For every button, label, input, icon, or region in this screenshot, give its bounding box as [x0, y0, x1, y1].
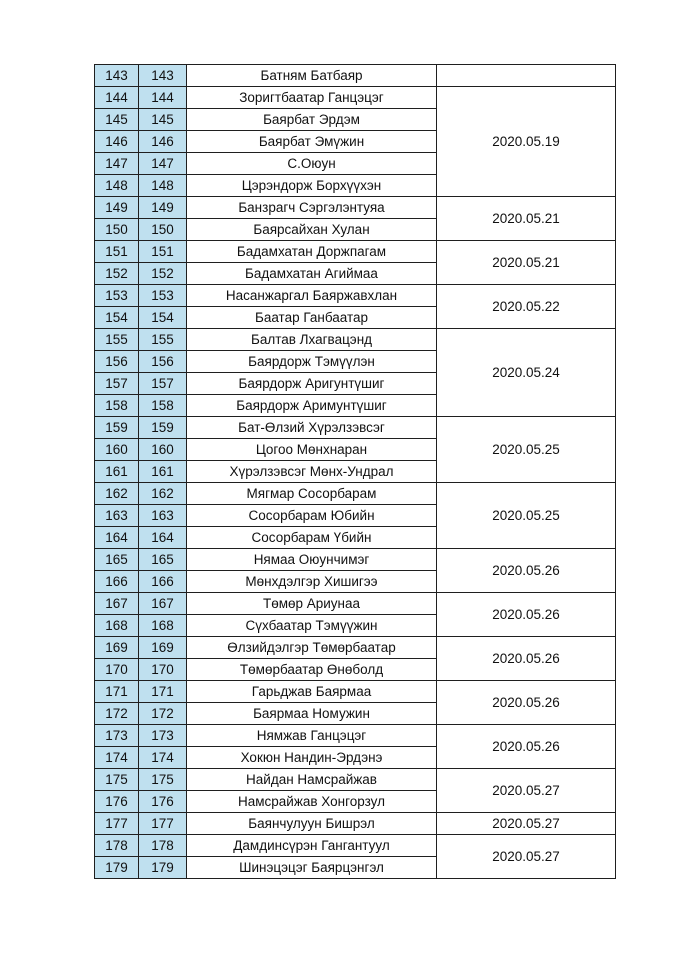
table-row — [95, 285, 616, 307]
name-cell: Баярмаа Номужин — [187, 703, 437, 725]
row-id-cell: 177 — [139, 813, 187, 835]
table-row — [95, 549, 616, 571]
date-cell: 2020.05.22 — [437, 285, 616, 329]
table-row — [95, 483, 616, 505]
row-id-cell: 166 — [139, 571, 187, 593]
row-id-cell: 169 — [139, 637, 187, 659]
row-id-cell: 158 — [139, 395, 187, 417]
row-id-cell: 160 — [139, 439, 187, 461]
table-row — [95, 769, 616, 791]
table-row — [95, 637, 616, 659]
date-cell: 2020.05.27 — [437, 813, 616, 835]
name-cell: Дамдинсүрэн Гангантуул — [187, 835, 437, 857]
row-id-cell: 152 — [139, 263, 187, 285]
row-id-cell: 171 — [139, 681, 187, 703]
date-cell: 2020.05.25 — [437, 417, 616, 483]
name-cell: Цогоо Мөнхнаран — [187, 439, 437, 461]
date-cell: 2020.05.19 — [437, 87, 616, 197]
row-number-cell: 176 — [95, 791, 139, 813]
name-cell: Нямаа Оюунчимэг — [187, 549, 437, 571]
row-id-cell: 175 — [139, 769, 187, 791]
name-cell: Гарьджав Баярмаа — [187, 681, 437, 703]
row-number-cell: 177 — [95, 813, 139, 835]
row-id-cell: 148 — [139, 175, 187, 197]
row-number-cell: 168 — [95, 615, 139, 637]
row-number-cell: 147 — [95, 153, 139, 175]
row-id-cell: 174 — [139, 747, 187, 769]
name-cell: Баярбат Эмүжин — [187, 131, 437, 153]
row-id-cell: 178 — [139, 835, 187, 857]
name-cell: Баярбат Эрдэм — [187, 109, 437, 131]
row-id-cell: 147 — [139, 153, 187, 175]
row-number-cell: 145 — [95, 109, 139, 131]
name-cell: Баярдорж Аримунтүшиг — [187, 395, 437, 417]
name-cell: Намсрайжав Хонгорзул — [187, 791, 437, 813]
date-cell: 2020.05.21 — [437, 197, 616, 241]
name-cell: Баатар Ганбаатар — [187, 307, 437, 329]
name-cell: Зоригтбаатар Ганцэцэг — [187, 87, 437, 109]
row-number-cell: 164 — [95, 527, 139, 549]
row-number-cell: 172 — [95, 703, 139, 725]
row-id-cell: 173 — [139, 725, 187, 747]
row-number-cell: 155 — [95, 329, 139, 351]
registry-table — [94, 64, 616, 879]
row-id-cell: 153 — [139, 285, 187, 307]
row-number-cell: 146 — [95, 131, 139, 153]
name-cell: Мягмар Сосорбарам — [187, 483, 437, 505]
row-number-cell: 166 — [95, 571, 139, 593]
row-number-cell: 158 — [95, 395, 139, 417]
name-cell: Шинэцэцэг Баярцэнгэл — [187, 857, 437, 879]
row-number-cell: 165 — [95, 549, 139, 571]
date-cell: 2020.05.26 — [437, 593, 616, 637]
name-cell: Нямжав Ганцэцэг — [187, 725, 437, 747]
row-number-cell: 167 — [95, 593, 139, 615]
name-cell: Найдан Намсрайжав — [187, 769, 437, 791]
row-number-cell: 178 — [95, 835, 139, 857]
name-cell: Сүхбаатар Тэмүүжин — [187, 615, 437, 637]
row-number-cell: 170 — [95, 659, 139, 681]
row-id-cell: 154 — [139, 307, 187, 329]
row-number-cell: 156 — [95, 351, 139, 373]
table-row — [95, 87, 616, 109]
row-id-cell: 170 — [139, 659, 187, 681]
row-id-cell: 172 — [139, 703, 187, 725]
row-number-cell: 163 — [95, 505, 139, 527]
table-row — [95, 197, 616, 219]
row-number-cell: 148 — [95, 175, 139, 197]
row-number-cell: 144 — [95, 87, 139, 109]
name-cell: Төмөр Ариунаа — [187, 593, 437, 615]
row-id-cell: 163 — [139, 505, 187, 527]
table-row — [95, 593, 616, 615]
row-number-cell: 175 — [95, 769, 139, 791]
row-number-cell: 169 — [95, 637, 139, 659]
name-cell: Хокюн Нандин-Эрдэнэ — [187, 747, 437, 769]
row-number-cell: 143 — [95, 65, 139, 87]
row-number-cell: 149 — [95, 197, 139, 219]
name-cell: Цэрэндорж Борхүүхэн — [187, 175, 437, 197]
date-cell: 2020.05.26 — [437, 637, 616, 681]
date-cell: 2020.05.25 — [437, 483, 616, 549]
row-id-cell: 144 — [139, 87, 187, 109]
name-cell: Насанжаргал Баяржавхлан — [187, 285, 437, 307]
row-id-cell: 146 — [139, 131, 187, 153]
name-cell: Төмөрбаатар Өнөболд — [187, 659, 437, 681]
row-number-cell: 162 — [95, 483, 139, 505]
row-number-cell: 152 — [95, 263, 139, 285]
row-id-cell: 165 — [139, 549, 187, 571]
name-cell: Өлзийдэлгэр Төмөрбаатар — [187, 637, 437, 659]
row-id-cell: 151 — [139, 241, 187, 263]
name-cell: Бадамхатан Агиймаа — [187, 263, 437, 285]
row-id-cell: 164 — [139, 527, 187, 549]
row-number-cell: 157 — [95, 373, 139, 395]
row-number-cell: 179 — [95, 857, 139, 879]
date-cell: 2020.05.26 — [437, 681, 616, 725]
name-cell: Баярдорж Тэмүүлэн — [187, 351, 437, 373]
row-id-cell: 167 — [139, 593, 187, 615]
name-cell: Сосорбарам Үбийн — [187, 527, 437, 549]
name-cell: Бат-Өлзий Хүрэлзэвсэг — [187, 417, 437, 439]
name-cell: Баярдорж Аригунтүшиг — [187, 373, 437, 395]
row-id-cell: 145 — [139, 109, 187, 131]
table-row — [95, 417, 616, 439]
date-cell: 2020.05.21 — [437, 241, 616, 285]
row-number-cell: 174 — [95, 747, 139, 769]
row-number-cell: 154 — [95, 307, 139, 329]
name-cell: Банзрагч Сэргэлэнтуяа — [187, 197, 437, 219]
table-row — [95, 329, 616, 351]
row-number-cell: 160 — [95, 439, 139, 461]
name-cell: Хүрэлзэвсэг Мөнх-Ундрал — [187, 461, 437, 483]
date-cell: 2020.05.27 — [437, 835, 616, 879]
registry-body — [95, 65, 616, 879]
date-cell: 2020.05.26 — [437, 549, 616, 593]
row-number-cell: 153 — [95, 285, 139, 307]
row-id-cell: 168 — [139, 615, 187, 637]
row-number-cell: 173 — [95, 725, 139, 747]
table-row — [95, 241, 616, 263]
row-id-cell: 149 — [139, 197, 187, 219]
table-row — [95, 681, 616, 703]
row-id-cell: 150 — [139, 219, 187, 241]
row-id-cell: 156 — [139, 351, 187, 373]
row-id-cell: 143 — [139, 65, 187, 87]
name-cell: С.Оюун — [187, 153, 437, 175]
row-number-cell: 161 — [95, 461, 139, 483]
row-id-cell: 176 — [139, 791, 187, 813]
row-id-cell: 157 — [139, 373, 187, 395]
date-cell: 2020.05.24 — [437, 329, 616, 417]
date-cell — [437, 65, 616, 87]
name-cell: Баянчулуун Бишрэл — [187, 813, 437, 835]
row-id-cell: 155 — [139, 329, 187, 351]
row-id-cell: 159 — [139, 417, 187, 439]
row-number-cell: 150 — [95, 219, 139, 241]
name-cell: Балтав Лхагвацэнд — [187, 329, 437, 351]
date-cell: 2020.05.27 — [437, 769, 616, 813]
table-row — [95, 813, 616, 835]
row-number-cell: 151 — [95, 241, 139, 263]
name-cell: Сосорбарам Юбийн — [187, 505, 437, 527]
name-cell: Баярсайхан Хулан — [187, 219, 437, 241]
row-number-cell: 171 — [95, 681, 139, 703]
table-row — [95, 835, 616, 857]
table-row — [95, 65, 616, 87]
date-cell: 2020.05.26 — [437, 725, 616, 769]
row-number-cell: 159 — [95, 417, 139, 439]
name-cell: Мөнхдэлгэр Хишигээ — [187, 571, 437, 593]
table-row — [95, 725, 616, 747]
row-id-cell: 161 — [139, 461, 187, 483]
row-id-cell: 162 — [139, 483, 187, 505]
name-cell: Батням Батбаяр — [187, 65, 437, 87]
name-cell: Бадамхатан Доржпагам — [187, 241, 437, 263]
row-id-cell: 179 — [139, 857, 187, 879]
